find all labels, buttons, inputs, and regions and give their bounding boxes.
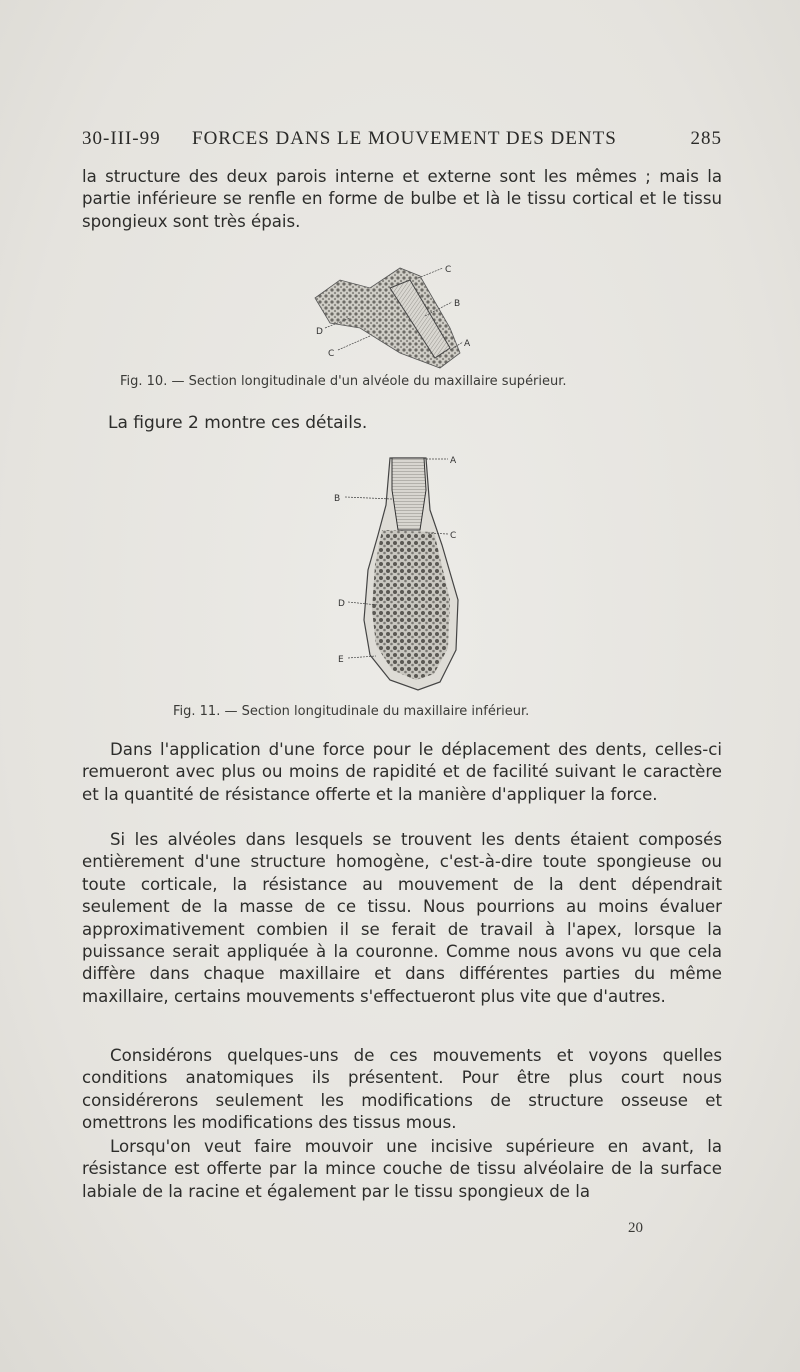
header-date: 30-III-99 — [82, 128, 161, 149]
figure-11-root — [392, 458, 426, 530]
figure-10-label-e: C — [328, 349, 335, 359]
figure-11-label-c: C — [450, 531, 457, 541]
figure-11-label-d: D — [338, 599, 345, 609]
paragraph-5: Lorsqu'on veut faire mouvoir une incisive supérieure en avant, la résistance est offerte par la mince couche de tissu alvéolaire de la surface labiale de la racine et également par le tissu spongieux de la — [82, 1137, 722, 1201]
figure-10-label-b: B — [454, 299, 461, 309]
figure-11-caption: Fig. 11. — Section longitudinale du maxillaire inférieur. — [173, 704, 530, 719]
paragraph-1: la structure des deux parois interne et externe sont les mêmes ; mais la partie inférieure se renfle en forme de bulbe et là le tissu cortical et le tissu spongieux sont très épais. — [82, 167, 722, 231]
paragraph-3: Si les alvéoles dans lesquels se trouvent les dents étaient composés entièrement d'une structure homogène, c'est-à-dire toute spongieuse ou toute corticale, la résistance au mouvement de la dent dépendrait seulement de la masse de ce tissu. Nous pourrions au moins évaluer approximativement combien il se ferait de travail à l'apex, lorsque la puissance serait appliquée à la couronne. Comme nous avons vu que cela diffère dans chaque maxillaire et dans différentes parties du même maxillaire, certains mouvements s'effectueront plus vite que d'autres. — [82, 830, 722, 1006]
figure-11-label-e: E — [338, 655, 344, 665]
figure-10-illustration — [300, 258, 500, 368]
header-title: FORCES DANS LE MOUVEMENT DES DENTS — [192, 128, 617, 149]
intro-line: La figure 2 montre ces détails. — [108, 413, 368, 433]
figure-10-label-c: C — [445, 265, 452, 275]
figure-11-label-b: B — [334, 494, 341, 504]
figure-11-label-a: A — [450, 456, 457, 466]
paragraph-4: Considérons quelques-uns de ces mouvements et voyons quelles conditions anatomiques ils présentent. Pour être plus court nous considérerons seulement les modifications de structure osseuse et omettrons les modifications des tissus mous. — [82, 1046, 722, 1133]
header-page-number: 285 — [690, 128, 722, 149]
paragraph-2: Dans l'application d'une force pour le déplacement des dents, celles-ci remueront avec plus ou moins de rapidité et de facilité suivant le caractère et la quantité de résistance offerte et la manière d'appliquer la force. — [82, 740, 722, 804]
signature-mark: 20 — [628, 1220, 643, 1236]
figure-10-label-d: D — [316, 327, 323, 337]
figure-10-caption: Fig. 10. — Section longitudinale d'un alvéole du maxillaire supérieur. — [120, 374, 567, 389]
figure-11-illustration — [330, 450, 480, 695]
figure-10-label-a: A — [464, 339, 471, 349]
running-header — [82, 128, 722, 158]
